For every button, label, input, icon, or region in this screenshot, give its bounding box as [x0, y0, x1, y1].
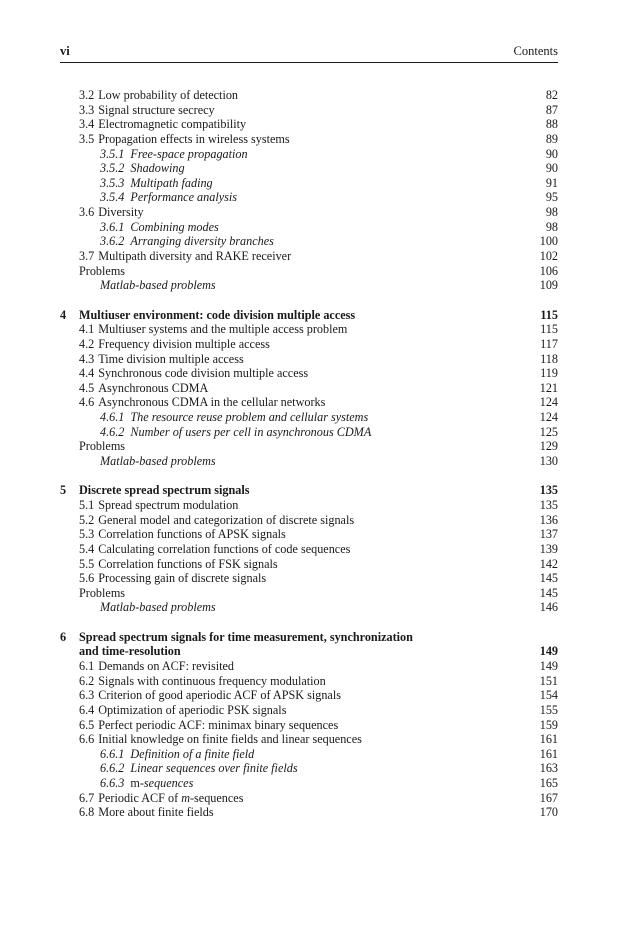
toc-section: 6.5 Perfect periodic ACF: minimax binary sequences 159 — [79, 717, 558, 732]
toc-section: 6.6 Initial knowledge on finite fields and linear sequences 161 — [79, 732, 558, 747]
toc-section: 3.6 Diversity 98 — [79, 205, 558, 220]
toc-matlab-problems: Matlab-based problems 130 — [100, 454, 558, 469]
table-of-contents — [60, 88, 558, 820]
toc-section: 6.8 More about finite fields 170 — [79, 805, 558, 820]
running-title: Contents — [513, 44, 558, 58]
toc-matlab-problems: Matlab-based problems 109 — [100, 278, 558, 293]
spacer — [60, 293, 558, 308]
toc-subsection: 6.6.1 Definition of a finite field 161 — [100, 746, 558, 761]
toc-subsection: 3.5.1 Free-space propagation 90 — [100, 146, 558, 161]
toc-section: 6.2 Signals with continuous frequency modulation 151 — [79, 673, 558, 688]
toc-subsection: 6.6.2 Linear sequences over finite fields 163 — [100, 761, 558, 776]
page-number: vi — [60, 44, 70, 58]
toc-section: 4.2 Frequency division multiple access 117 — [79, 336, 558, 351]
toc-chapter-continued: and time-resolution 149 — [79, 644, 558, 659]
spacer — [60, 469, 558, 484]
toc-chapter: 5 Discrete spread spectrum signals 135 — [60, 483, 558, 498]
toc-section: 3.5 Propagation effects in wireless systems 89 — [79, 131, 558, 146]
toc-subsection: 4.6.1 The resource reuse problem and cellular systems 124 — [100, 410, 558, 425]
toc-matlab-problems: Matlab-based problems 146 — [100, 600, 558, 615]
toc-section: 6.4 Optimization of aperiodic PSK signals 155 — [79, 702, 558, 717]
toc-section: 6.1 Demands on ACF: revisited 149 — [79, 658, 558, 673]
toc-section: 5.1 Spread spectrum modulation 135 — [79, 497, 558, 512]
toc-subsection: 6.6.3 m-sequences 165 — [100, 776, 558, 791]
toc-section: 3.2 Low probability of detection 82 — [79, 88, 558, 102]
toc-subsection: 3.6.2 Arranging diversity branches 100 — [100, 234, 558, 249]
toc-section: 3.3 Signal structure secrecy 87 — [79, 102, 558, 117]
toc-problems: Problems 129 — [79, 439, 558, 454]
toc-subsection: 4.6.2 Number of users per cell in asynchronous CDMA 125 — [100, 424, 558, 439]
toc-section: 5.5 Correlation functions of FSK signals 142 — [79, 556, 558, 571]
toc-section: 5.2 General model and categorization of discrete signals 136 — [79, 512, 558, 527]
toc-subsection: 3.6.1 Combining modes 98 — [100, 219, 558, 234]
toc-problems: Problems 106 — [79, 263, 558, 278]
toc-section: 6.7 Periodic ACF of m-sequences 167 — [79, 790, 558, 805]
toc-section: 4.3 Time division multiple access 118 — [79, 351, 558, 366]
toc-section: 5.3 Correlation functions of APSK signals 137 — [79, 527, 558, 542]
toc-subsection: 3.5.3 Multipath fading 91 — [100, 175, 558, 190]
toc-section: 3.4 Electromagnetic compatibility 88 — [79, 117, 558, 132]
spacer — [60, 615, 558, 630]
toc-subsection: 3.5.4 Performance analysis 95 — [100, 190, 558, 205]
toc-section: 6.3 Criterion of good aperiodic ACF of APSK signals 154 — [79, 688, 558, 703]
toc-chapter: 4 Multiuser environment: code division multiple access 115 — [60, 307, 558, 322]
running-header — [60, 44, 558, 62]
toc-section: 4.1 Multiuser systems and the multiple access problem 115 — [79, 322, 558, 337]
toc-chapter: 6 Spread spectrum signals for time measurement, synchronization — [60, 629, 413, 644]
toc-section: 4.6 Asynchronous CDMA in the cellular networks 124 — [79, 395, 558, 410]
toc-section: 3.7 Multipath diversity and RAKE receiver 102 — [79, 249, 558, 264]
toc-section: 4.5 Asynchronous CDMA 121 — [79, 380, 558, 395]
toc-section: 4.4 Synchronous code division multiple access 119 — [79, 366, 558, 381]
toc-section: 5.6 Processing gain of discrete signals 145 — [79, 571, 558, 586]
toc-section: 5.4 Calculating correlation functions of code sequences 139 — [79, 541, 558, 556]
header-rule — [60, 62, 558, 63]
toc-problems: Problems 145 — [79, 585, 558, 600]
toc-subsection: 3.5.2 Shadowing 90 — [100, 161, 558, 176]
